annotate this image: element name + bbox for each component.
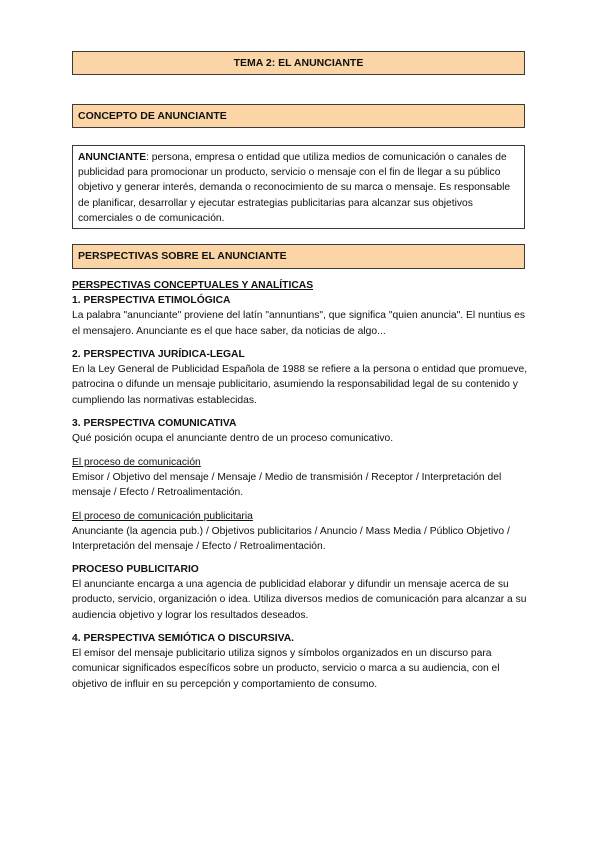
page-title: TEMA 2: EL ANUNCIANTE	[72, 51, 525, 75]
section-heading-perspectivas: PERSPECTIVAS SOBRE EL ANUNCIANTE	[72, 244, 525, 269]
perspective-4-text: El emisor del mensaje publicitario utiliza signos y símbolos organizados en un discurso para comunicar significados específicos sobre un producto, servicio o marca a su audiencia, con el objetivo de influir en su percepción y comportamiento de consumo.	[72, 648, 500, 690]
perspective-3-block	[72, 416, 532, 446]
advertising-communication-title: El proceso de comunicación publicitaria	[72, 511, 253, 522]
advertising-communication-text: Anunciante (la agencia pub.) / Objetivos publicitarios / Anuncio / Mass Media / Público Objetivo / Interpretación del mensaje / Efecto / Retroalimentación.	[72, 526, 510, 553]
definition-text: : persona, empresa o entidad que utiliza medios de comunicación o canales de publicidad para promocionar un producto, servicio o mensaje con el fin de llegar a su público objetivo y generar interés, demanda o reconocimiento de su marca o mensaje. Es responsable de planificar, desarrollar y ejecutar estrategias publicitarias para alcanzar sus objetivos comerciales o de comunicación.	[78, 152, 511, 224]
definition-box	[72, 145, 525, 229]
perspective-2-text: En la Ley General de Publicidad Española de 1988 se refiere a la persona o entidad que promueve, patrocina o difunde un mensaje publicitario, asumiendo la responsabilidad legal de su contenido y cumpliendo las normativas establecidas.	[72, 364, 528, 406]
perspective-1-title: 1. PERSPECTIVA ETIMOLÓGICA	[72, 295, 231, 307]
communication-process-title: El proceso de comunicación	[72, 457, 201, 468]
advertising-process-text: El anunciante encarga a una agencia de publicidad elaborar y difundir un mensaje acerca de su producto, servicio, organización o idea. Utiliza diversos medios de comunicación para alcanzar a su audiencia objetivo y lograr los resultados deseados.	[72, 579, 527, 621]
perspective-3-text: Qué posición ocupa el anunciante dentro de un proceso comunicativo.	[72, 433, 394, 445]
definition-term: ANUNCIANTE	[78, 152, 147, 163]
subheading-conceptuales: PERSPECTIVAS CONCEPTUALES Y ANALÍTICAS	[72, 280, 314, 291]
perspective-2-block	[72, 347, 532, 408]
advertising-process-block	[72, 562, 532, 623]
perspective-3-title: 3. PERSPECTIVA COMUNICATIVA	[72, 418, 237, 429]
communication-process-text: Emisor / Objetivo del mensaje / Mensaje / Medio de transmisión / Receptor / Interpretación del mensaje / Efecto / Retroalimentación.	[72, 472, 502, 499]
perspective-2-title: 2. PERSPECTIVA JURÍDICA-LEGAL	[72, 349, 245, 360]
perspective-4-title: 4. PERSPECTIVA SEMIÓTICA O DISCURSIVA.	[72, 633, 294, 644]
perspectives-block	[72, 278, 532, 339]
communication-process-block	[72, 455, 532, 501]
advertising-communication-block	[72, 509, 532, 555]
perspective-1-text: La palabra "anunciante" proviene del latín "annuntians", que significa "quien anuncia". El nuntius es el mensajero. Anunciante es el que hace saber, da noticias de algo...	[72, 310, 525, 337]
perspective-4-block	[72, 631, 532, 692]
section-heading-concepto: CONCEPTO DE ANUNCIANTE	[72, 104, 525, 128]
advertising-process-title: PROCESO PUBLICITARIO	[72, 564, 199, 575]
